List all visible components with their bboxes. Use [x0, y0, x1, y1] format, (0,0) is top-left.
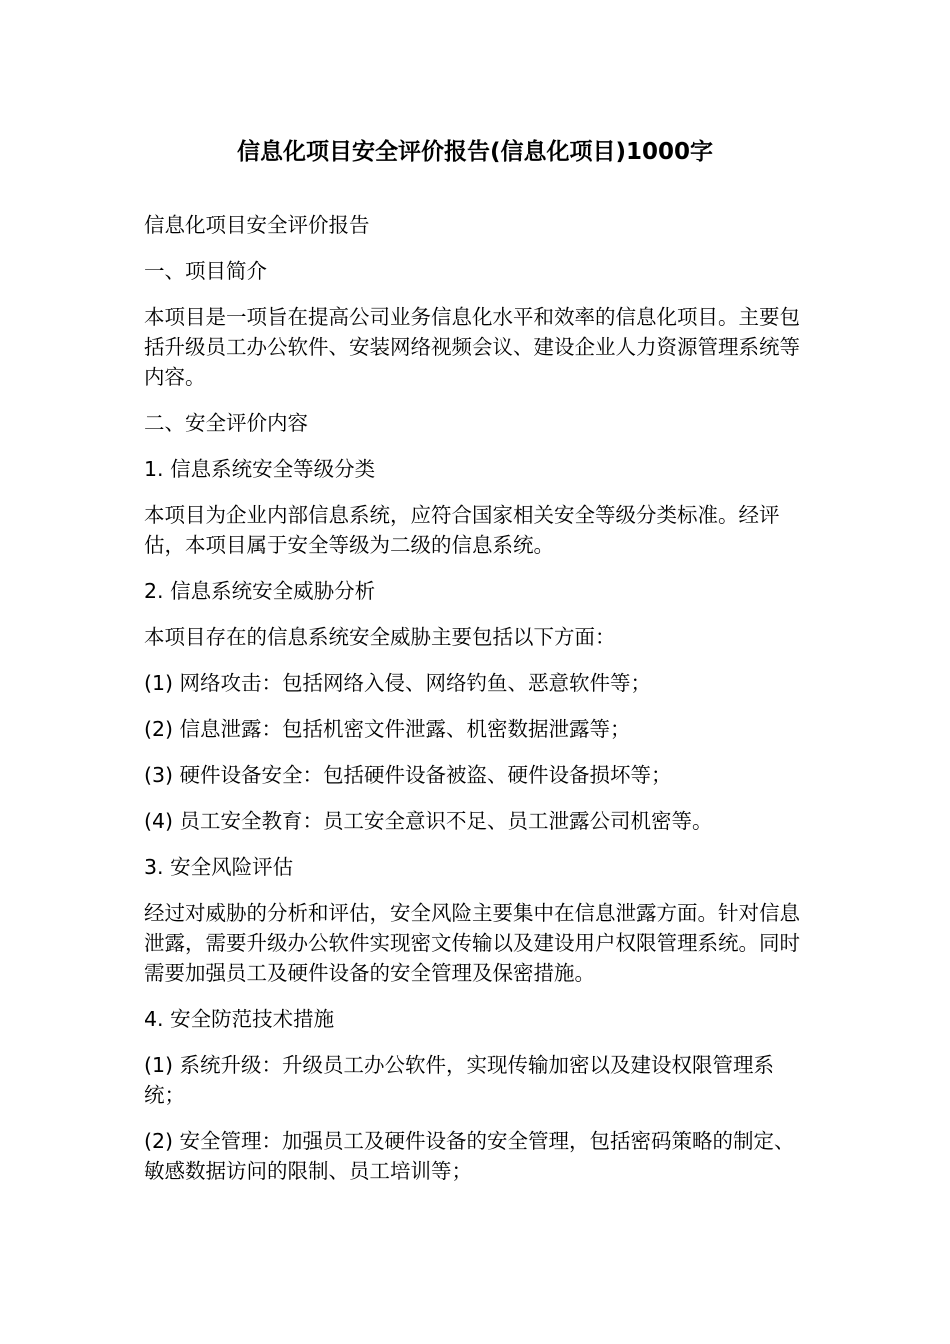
subheading-risk-assessment: 3. 安全风险评估 [144, 855, 294, 879]
subheading-level-classification: 1. 信息系统安全等级分类 [144, 457, 376, 481]
threat-item-info-leak: (2) 信息泄露：包括机密文件泄露、机密数据泄露等； [144, 717, 631, 741]
document-body [144, 210, 806, 1202]
threat-item-network-attack: (1) 网络攻击：包括网络入侵、网络钓鱼、恶意软件等； [144, 671, 652, 695]
threat-analysis-intro: 本项目存在的信息系统安全威胁主要包括以下方面： [144, 625, 616, 649]
measure-item-security-management: (2) 安全管理：加强员工及硬件设备的安全管理，包括密码策略的制定、敏感数据访问的限制、员工培训等； [144, 1129, 795, 1183]
report-heading: 信息化项目安全评价报告 [144, 213, 370, 237]
section-heading-content: 二、安全评价内容 [144, 411, 308, 435]
level-classification-paragraph: 本项目为企业内部信息系统，应符合国家相关安全等级分类标准。经评估，本项目属于安全等级为二级的信息系统。 [144, 503, 780, 557]
document-title: 信息化项目安全评价报告(信息化项目)1000字 [236, 139, 714, 165]
subheading-technical-measures: 4. 安全防范技术措施 [144, 1007, 335, 1031]
section-heading-intro: 一、项目简介 [144, 259, 267, 283]
measure-item-system-upgrade: (1) 系统升级：升级员工办公软件，实现传输加密以及建设权限管理系统； [144, 1053, 775, 1107]
threat-item-staff-education: (4) 员工安全教育：员工安全意识不足、员工泄露公司机密等。 [144, 809, 713, 833]
subheading-threat-analysis: 2. 信息系统安全威胁分析 [144, 579, 376, 603]
intro-paragraph: 本项目是一项旨在提高公司业务信息化水平和效率的信息化项目。主要包括升级员工办公软件、安装网络视频会议、建设企业人力资源管理系统等内容。 [144, 305, 800, 389]
threat-item-hardware: (3) 硬件设备安全：包括硬件设备被盗、硬件设备损坏等； [144, 763, 672, 787]
risk-assessment-paragraph: 经过对威胁的分析和评估，安全风险主要集中在信息泄露方面。针对信息泄露，需要升级办公软件实现密文传输以及建设用户权限管理系统。同时需要加强员工及硬件设备的安全管理及保密措施。 [144, 901, 800, 985]
